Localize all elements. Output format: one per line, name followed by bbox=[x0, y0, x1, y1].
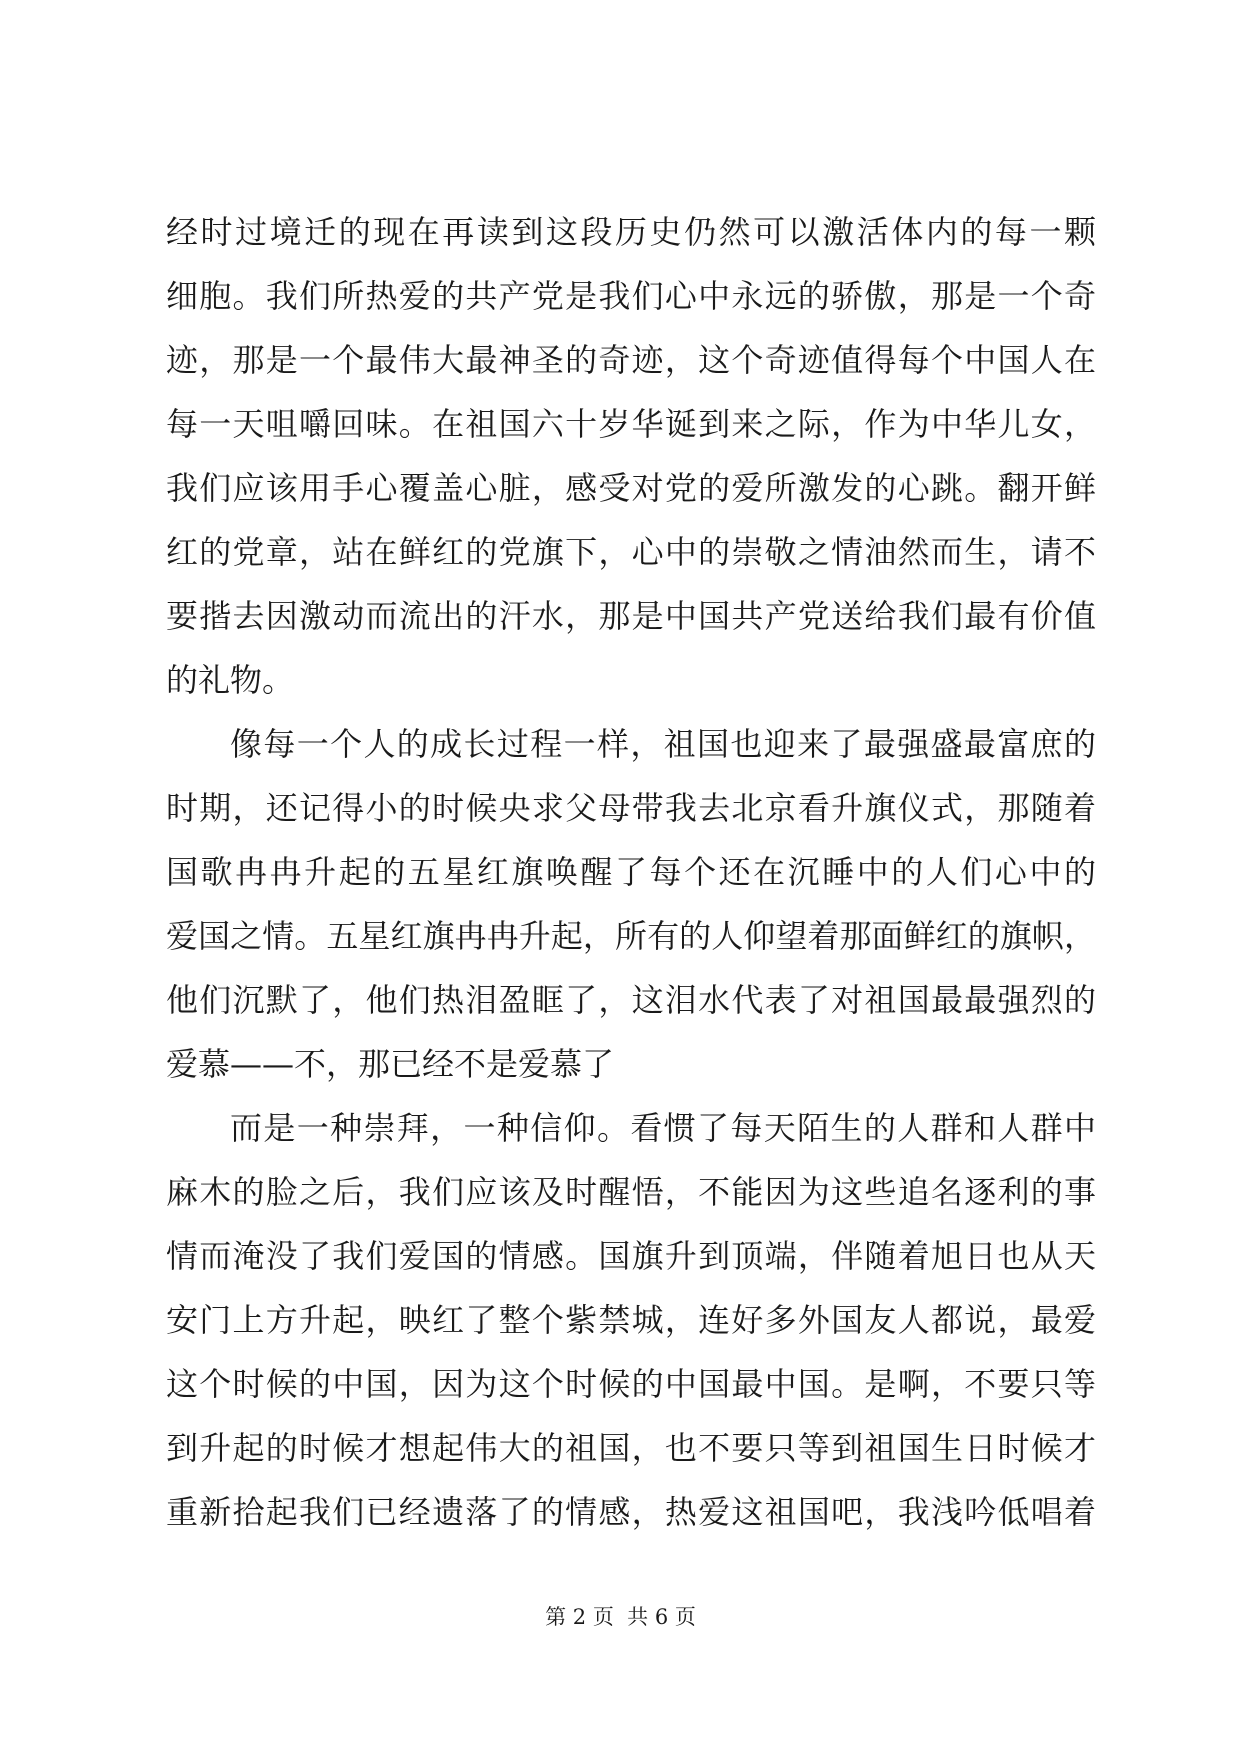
text-line: 重新拾起我们已经遗落了的情感，热爱这祖国吧，我浅吟低唱着 bbox=[166, 1493, 1096, 1531]
text-line: 细胞。我们所热爱的共产党是我们心中永远的骄傲，那是一个奇 bbox=[166, 277, 1096, 315]
text-line: 爱慕——不，那已经不是爱慕了 bbox=[166, 1045, 615, 1083]
text-line: 到升起的时候才想起伟大的祖国，也不要只等到祖国生日时候才 bbox=[166, 1429, 1096, 1467]
text-line: 麻木的脸之后，我们应该及时醒悟，不能因为这些追名逐利的事 bbox=[166, 1173, 1096, 1211]
text-line: 安门上方升起，映红了整个紫禁城，连好多外国友人都说，最爱 bbox=[166, 1301, 1096, 1339]
text-line: 经时过境迁的现在再读到这段历史仍然可以激活体内的每一颗 bbox=[166, 213, 1096, 251]
text-line: 这个时候的中国，因为这个时候的中国最中国。是啊，不要只等 bbox=[166, 1365, 1096, 1403]
text-line: 每一天咀嚼回味。在祖国六十岁华诞到来之际，作为中华儿女， bbox=[166, 405, 1096, 443]
text-line: 我们应该用手心覆盖心脏，感受对党的爱所激发的心跳。翻开鲜 bbox=[166, 469, 1096, 507]
text-line: 时期，还记得小的时候央求父母带我去北京看升旗仪式，那随着 bbox=[166, 789, 1096, 827]
paragraph-3 bbox=[166, 1096, 1096, 1544]
text-line: 像每一个人的成长过程一样，祖国也迎来了最强盛最富庶的 bbox=[230, 725, 1096, 763]
text-line: 的礼物。 bbox=[166, 661, 295, 699]
text-line: 爱国之情。五星红旗冉冉升起，所有的人仰望着那面鲜红的旗帜， bbox=[166, 917, 1096, 955]
body-text bbox=[166, 200, 1096, 1544]
paragraph-1 bbox=[166, 200, 1096, 712]
text-line: 他们沉默了，他们热泪盈眶了，这泪水代表了对祖国最最强烈的 bbox=[166, 981, 1096, 1019]
text-line: 而是一种崇拜，一种信仰。看惯了每天陌生的人群和人群中 bbox=[230, 1109, 1096, 1147]
paragraph-2 bbox=[166, 712, 1096, 1096]
text-line: 要揩去因激动而流出的汗水，那是中国共产党送给我们最有价值 bbox=[166, 597, 1096, 635]
text-line: 国歌冉冉升起的五星红旗唤醒了每个还在沉睡中的人们心中的 bbox=[166, 853, 1096, 891]
page-footer bbox=[0, 1602, 1241, 1632]
text-line: 情而淹没了我们爱国的情感。国旗升到顶端，伴随着旭日也从天 bbox=[166, 1237, 1096, 1275]
text-line: 红的党章，站在鲜红的党旗下，心中的崇敬之情油然而生，请不 bbox=[166, 533, 1096, 571]
text-line: 迹，那是一个最伟大最神圣的奇迹，这个奇迹值得每个中国人在 bbox=[166, 341, 1096, 379]
page-number-label: 第 2 页 共 6 页 bbox=[545, 1605, 696, 1629]
